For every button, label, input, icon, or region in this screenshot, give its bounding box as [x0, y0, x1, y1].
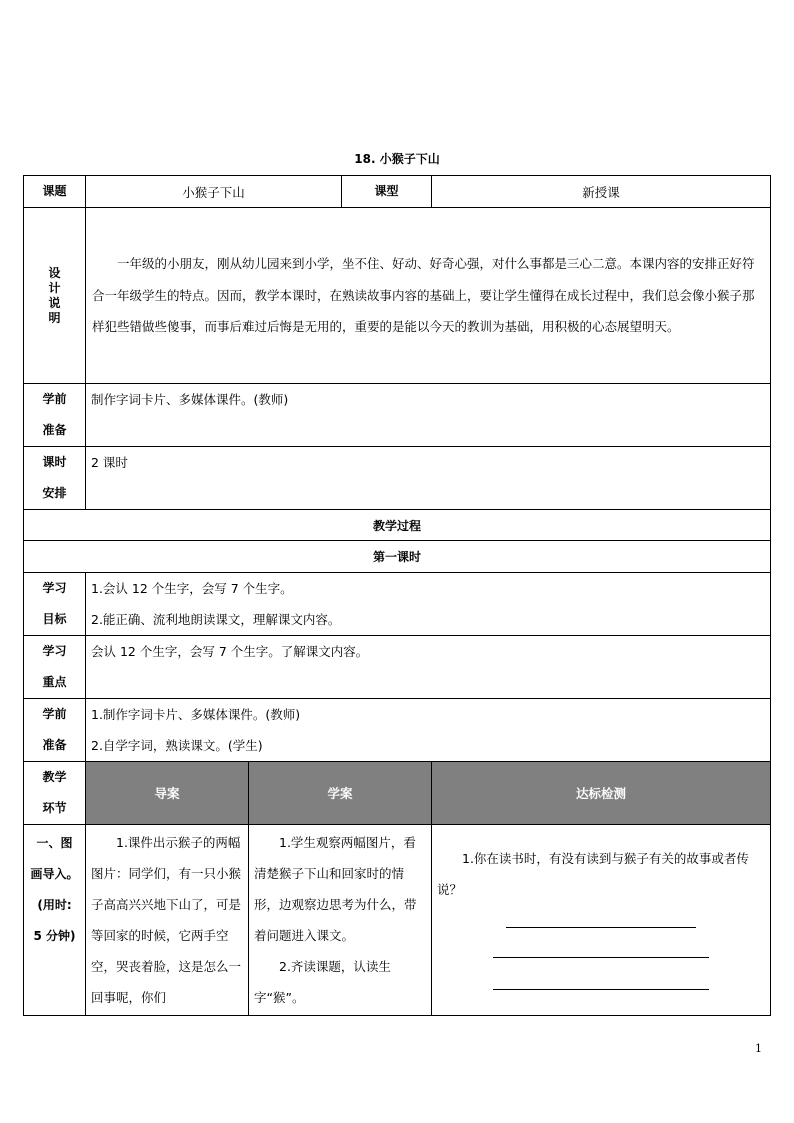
study-header: 学案: [249, 762, 432, 825]
schedule-label: 课时 安排: [24, 447, 86, 510]
design-text: 一年级的小朋友，刚从幼儿园来到小学，坐不住、好动、好奇心强，对什么事都是三心二意。本课内容的安排正好符合一年级学生的特点。因而，教学本课时，在熟读故事内容的基础上，要让学生懂得在成长过程中，我们总会像小猴子那样犯些错做些傻事，而事后难过后悔是无用的，重要的是能以今天的教训为基础，用积极的心态展望明天。: [86, 208, 771, 384]
topic-value: 小猴子下山: [86, 176, 342, 208]
design-label: 设 计 说 明: [24, 208, 86, 384]
study-cell: 1.学生观察两幅图片，看清楚猴子下山和回家时的情形，边观察边思考为什么，带着问题进入课文。 2.齐读课题，认读生字“猴”。: [249, 825, 432, 1016]
lesson-title: 第一课时: [24, 541, 771, 573]
check-header: 达标检测: [432, 762, 771, 825]
link-header: 教学 环节: [24, 762, 86, 825]
answer-line: [493, 989, 709, 990]
page-number: 1: [755, 1042, 762, 1055]
key-text: 会认 12 个生字，会写 7 个生字。了解课文内容。: [86, 636, 771, 699]
prep-text: 制作字词卡片、多媒体课件。(教师): [86, 384, 771, 447]
schedule-text: 2 课时: [86, 447, 771, 510]
type-label: 课型: [342, 176, 432, 208]
lesson-plan-table: [23, 175, 771, 1016]
goals-text: 1.会认 12 个生字，会写 7 个生字。 2.能正确、流利地朗读课文，理解课文内容。: [86, 573, 771, 636]
answer-line: [493, 957, 709, 958]
section-one-label: 一、图 画导入。 (用时: 5 分钟): [24, 825, 86, 1016]
type-value: 新授课: [432, 176, 771, 208]
key-label: 学习 重点: [24, 636, 86, 699]
check-cell: 1.你在读书时，有没有读到与猴子有关的故事或者传说？: [432, 825, 771, 1016]
guide-header: 导案: [86, 762, 249, 825]
goals-label: 学习 目标: [24, 573, 86, 636]
prep-label: 学前 准备: [24, 384, 86, 447]
answer-line: [506, 927, 696, 928]
prep2-text: 1.制作字词卡片、多媒体课件。(教师) 2.自学字词，熟读课文。(学生): [86, 699, 771, 762]
guide-cell: 1.课件出示猴子的两幅图片：同学们，有一只小猴子高高兴兴地下山了，可是等回家的时候，它两手空空，哭丧着脸，这是怎么一回事呢，你们: [86, 825, 249, 1016]
prep2-label: 学前 准备: [24, 699, 86, 762]
document-title: 18. 小猴子下山: [354, 152, 440, 166]
topic-label: 课题: [24, 176, 86, 208]
process-title: 教学过程: [24, 510, 771, 541]
